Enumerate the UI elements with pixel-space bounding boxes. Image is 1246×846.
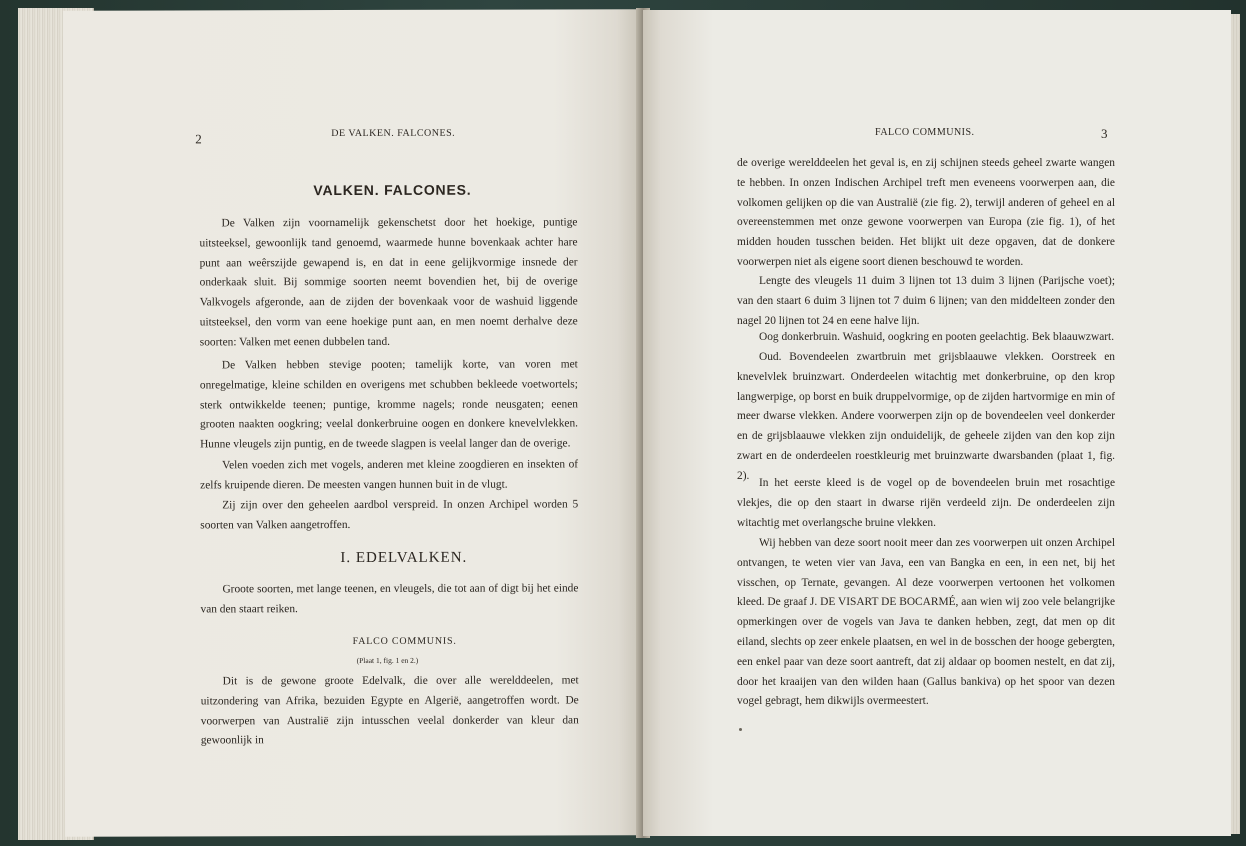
measurements-paragraph: Lengte des vleugels 11 duim 3 lijnen tot 13 duim 3 lijnen (Parijsche voet); van den staart 6 duim 3 lijnen tot 7 duim 6 lijnen; van den middelteen zonder den nagel 20 lijnen tot 24 en eene halve lijn. <box>737 275 1115 327</box>
section-heading: I. EDELVALKEN. <box>340 549 468 567</box>
species-heading: FALCO COMMUNIS. <box>352 635 457 648</box>
continued-paragraph: de overige werelddeelen het geval is, en zij schijnen steeds geheel zwarte wangen te hebben. In onzen Indischen Archipel treft men eveneens voorwerpen aan, die volkomen gelijken op die van Australië (zie fig. 2), terwijl anderen of geheel en al overeenstemmen met onze gewone voorwerpen van Europa (zie fig. 1), of het midden houden tusschen beiden. Het blijkt uit deze opgaven, dat de donkere voorwerpen niet als eigene soort dienen beschouwd te worden. <box>737 157 1115 268</box>
page-title: VALKEN. FALCONES. <box>313 181 472 199</box>
left-page <box>63 9 642 837</box>
running-head: DE VALKEN. FALCONES. <box>331 127 456 140</box>
right-page <box>643 10 1231 836</box>
adult-plumage-paragraph: Oud. Bovendeelen zwartbruin met grijsblaauwe vlekken. Oorstreek en knevelvlek bruinzwart. Onderdeelen witachtig met donkerbruine, op den krop langwerpige, op borst en buik druppelvormige, op de zijden hartvormige en min of meer dwarse vlekken. Andere voorwerpen zijn op de bovendeelen veel donkerder en de grijsblaauwe vlekken zijn onduidelijk, de geheele zijden van den kop zijn zwart en de onderdeelen roestkleurig met bruinzwarte dwarsbanden (plaat 1, fig. 2). <box>737 351 1115 482</box>
diet-paragraph: Velen voeden zich met vogels, anderen met kleine zoogdieren en insekten of zelfs kruipende dieren. De meesten vangen hunnen buit in de vlugt. <box>200 458 579 492</box>
juvenile-plumage-paragraph: In het eerste kleed is de vogel op de bovendeelen bruin met rosachtige vlekjes, die op den staart in dwarse rijën verdeeld zijn. De onderdeelen zijn witachtig met overlangsche bruine vlekken. <box>737 477 1115 529</box>
specimens-paragraph: Wij hebben van deze soort nooit meer dan zes voorwerpen uit onzen Archipel ontvangen, te weten vier van Java, een van Bangka en een, in een net, bij het visschen, op Ternate, gevangen. Al deze voorwerpen vertoonen het volkomen kleed. De graaf J. DE VISART DE BOCARMÉ, aan wien wij zoo vele belangrijke opmerkingen over de vogels van Java te danken hebben, zegt, dat men op dit eiland, slechts op zeer enkele plaatsen, en wel in de bosschen der hooge gebergten, een enkel paar van deze soort aantreft, dat zij aldaar op boomen nestelt, en dat zij, door het kraaijen van den wilden haan (Gallus bankiva) op het spoor van dezen vogel gebragt, hem dikwijls overmeestert. <box>737 537 1115 708</box>
section-paragraph: Groote soorten, met lange teenen, en vleugels, die tot aan of digt bij het einde van den staart reiken. <box>200 582 579 616</box>
running-head: FALCO COMMUNIS. <box>875 127 975 138</box>
intro-paragraph: De Valken zijn voornamelijk gekenschetst door het hoekige, puntige uitsteeksel, gewoonlijk tand genoemd, waarmede hunne bovenkaak achter hare punt aan weêrszijde gewapend is, en dat in eene gelijkvormige insnede der onderkaak sluit. Bij sommige soorten neemt bovendien het, bij de overige Valkvogels afgeronde, aan de zijden der bovenkaak voor de washuid liggende uitsteeksel, den vorm van eene hoekige punt aan, en men noemt derhalve deze soorten: Valken met eenen dubbelen tand. <box>199 216 578 349</box>
page-number: 2 <box>195 131 202 147</box>
page-number: 3 <box>1101 126 1108 141</box>
plate-reference: (Plaat 1, fig. 1 en 2.) <box>356 655 419 665</box>
distribution-paragraph: Zij zijn over den geheelen aardbol verspreid. In onzen Archipel worden 5 soorten van Valken aangetroffen. <box>200 498 579 532</box>
eye-paragraph: Oog donkerbruin. Washuid, oogkring en pooten geelachtig. Bek blaauwzwart. <box>759 331 1115 343</box>
species-paragraph: Dit is de gewone groote Edelvalk, die over alle werelddeelen, met uitzondering van Afrika, bezuiden Egypte en Algerië, aangetroffen wordt. De voorwerpen van Australië zijn intusschen veelal donkerder van kleur dan gewoonlijk in <box>200 674 579 747</box>
anatomy-paragraph: De Valken hebben stevige pooten; tamelijk korte, van voren met onregelmatige, kleine schilden en overigens met schubben bekleede voetwortels; sterk ontwikkelde teenen; puntige, kromme nagels; ronde neusgaten; eenen grooten naakten oogkring; veelal donkerbruine oogen en donkere knevelvlekken. Hunne vleugels zijn puntig, en de tweede slagpen is veelal langer dan de overige. <box>199 358 579 451</box>
paper-mark <box>739 728 742 731</box>
